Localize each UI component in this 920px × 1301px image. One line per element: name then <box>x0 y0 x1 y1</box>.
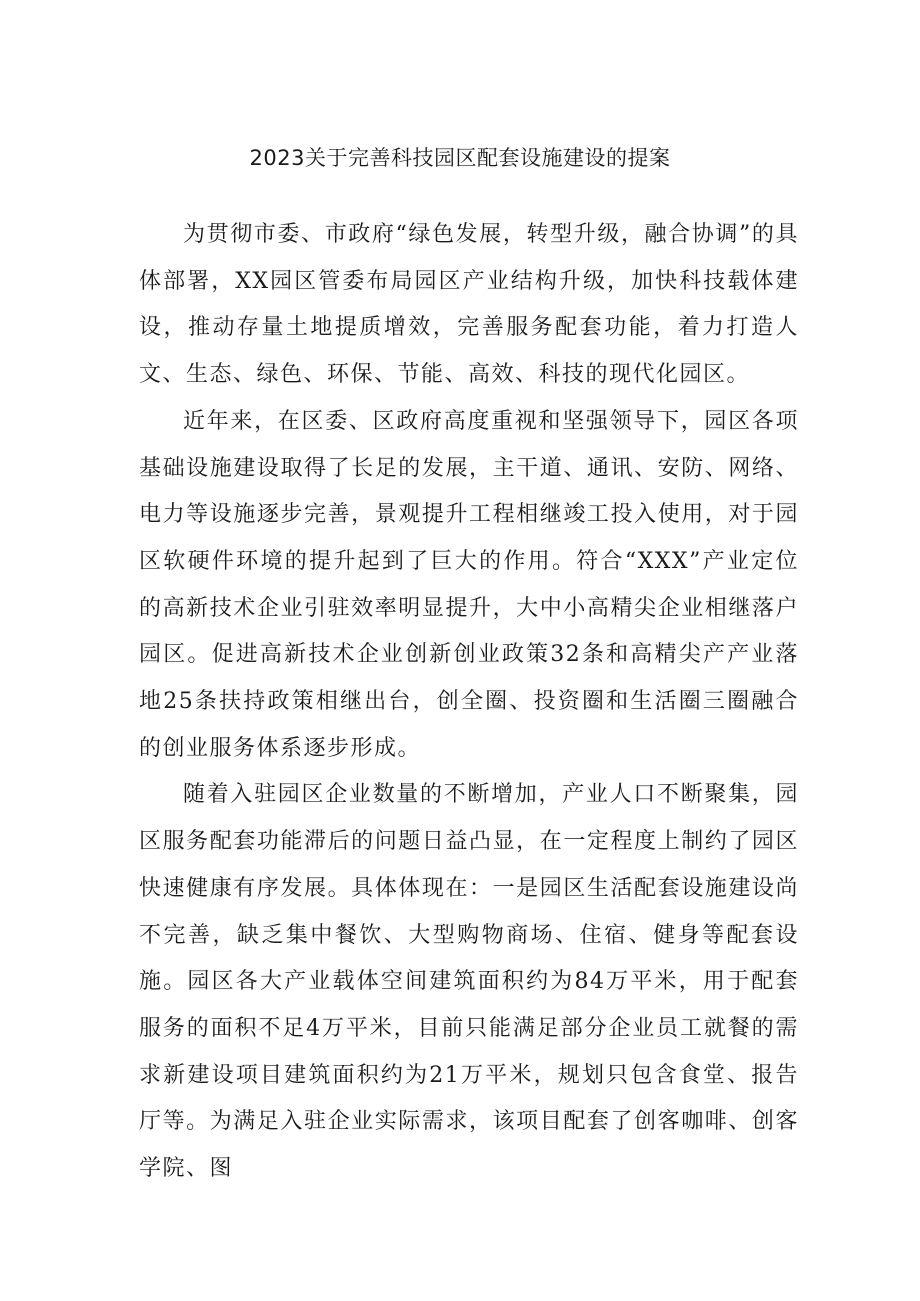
document-body <box>139 212 799 1193</box>
paragraph-1: 为贯彻市委、市政府“绿色发展，转型升级，融合协调”的具体部署，XX园区管委布局园区产业结构升级，加快科技载体建设，推动存量土地提质增效，完善服务配套功能，着力打造人文、生态、绿色、环保、节能、高效、科技的现代化园区。 <box>139 222 799 388</box>
paragraph-2: 近年来，在区委、区政府高度重视和坚强领导下，园区各项基础设施建设取得了长足的发展，主干道、通讯、安防、网络、电力等设施逐步完善，景观提升工程相继竣工投入使用，对于园区软硬件环境的提升起到了巨大的作用。符合“XXX”产业定位的高新技术企业引驻效率明显提升，大中小高精尖企业相继落户园区。促进高新技术企业创新创业政策32条和高精尖产产业落地25条扶持政策相继出台，创全圈、投资圈和生活圈三圈融合的创业服务体系逐步形成。 <box>139 408 799 761</box>
paragraph-3: 随着入驻园区企业数量的不断增加，产业人口不断聚集，园区服务配套功能滞后的问题日益凸显，在一定程度上制约了园区快速健康有序发展。具体体现在：一是园区生活配套设施建设尚不完善，缺乏集中餐饮、大型购物商场、住宿、健身等配套设施。园区各大产业载体空间建筑面积约为84万平米，用于配套服务的面积不足4万平米，目前只能满足部分企业员工就餐的需求新建设项目建筑面积约为21万平米，规划只包含食堂、报告厅等。为满足入驻企业实际需求，该项目配套了创客咖啡、创客学院、图 <box>139 782 799 1182</box>
document-title: 2023关于完善科技园区配套设施建设的提案 <box>249 146 671 170</box>
